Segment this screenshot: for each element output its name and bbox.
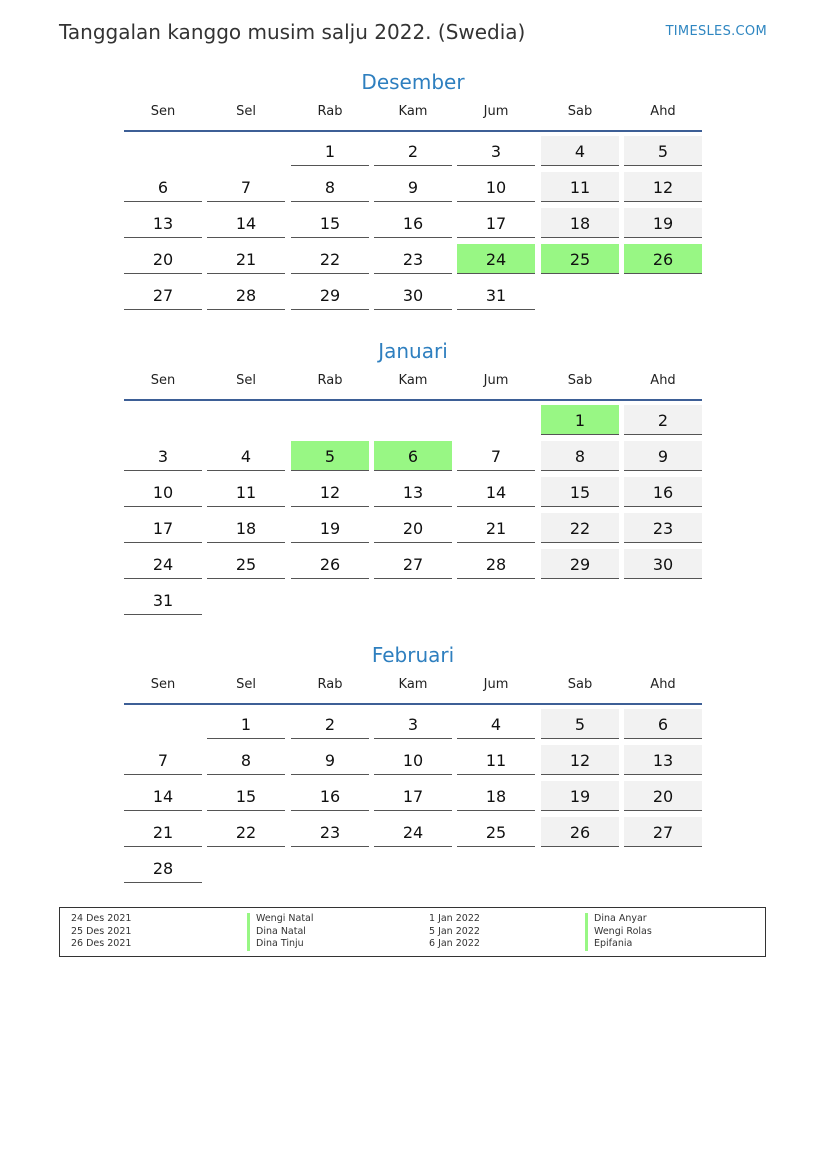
legend-dates-col-2 [429,913,480,951]
weekday-label: Ahd [650,104,676,119]
day-cell: 1 [207,709,285,739]
legend-names-col-2 [585,913,652,951]
day-cell: 22 [541,513,619,543]
day-cell: 14 [124,781,202,811]
day-cell: 2 [374,136,452,166]
weekday-label: Ahd [650,677,676,692]
weekday-label: Ahd [650,373,676,388]
legend-date: 5 Jan 2022 [429,925,480,937]
legend-date: 24 Des 2021 [71,913,132,924]
day-cell: 21 [457,513,535,543]
day-cell: 20 [124,244,202,274]
day-cell: 7 [207,172,285,202]
day-cell: 9 [374,172,452,202]
weekday-label: Rab [317,104,343,119]
legend-holiday-name: Dina Natal [247,926,314,939]
legend-dates-col-1 [71,913,131,951]
weekday-header [124,96,702,132]
legend-holiday-name: Wengi Natal [247,913,314,926]
day-cell: 28 [207,280,285,310]
month-title: Januari [378,339,448,363]
day-cell: 28 [457,549,535,579]
legend-holiday-name: Dina Tinju [247,938,314,951]
day-cell: 28 [124,853,202,883]
day-cell: 11 [207,477,285,507]
day-cell: 24 [124,549,202,579]
day-cell: 18 [457,781,535,811]
month-title: Desember [361,70,465,94]
day-cell: 26 [541,817,619,847]
day-cell: 4 [457,709,535,739]
weekday-label: Sel [236,104,256,119]
day-cell: 9 [624,441,702,471]
legend-date: 25 Des 2021 [71,925,132,937]
day-cell: 1 [541,405,619,435]
weekday-label: Sen [150,373,176,388]
legend-holiday-name: Epifania [585,938,652,951]
day-cell: 20 [624,781,702,811]
day-cell: 26 [624,244,702,274]
weekday-label: Jum [483,677,509,692]
weekday-label: Jum [483,373,509,388]
day-cell: 17 [457,208,535,238]
day-cell: 25 [207,549,285,579]
day-cell: 14 [457,477,535,507]
day-cell: 18 [541,208,619,238]
day-cell: 10 [124,477,202,507]
day-cell: 17 [374,781,452,811]
weekday-label: Sab [567,104,593,119]
day-cell: 3 [457,136,535,166]
day-cell: 8 [541,441,619,471]
day-cell: 3 [124,441,202,471]
day-cell: 29 [291,280,369,310]
day-cell: 22 [291,244,369,274]
day-cell: 31 [457,280,535,310]
day-cell: 17 [124,513,202,543]
day-cell: 22 [207,817,285,847]
day-cell: 6 [374,441,452,471]
legend-holiday-name: Wengi Rolas [585,926,652,939]
day-cell: 16 [374,208,452,238]
day-cell: 23 [374,244,452,274]
day-cell: 13 [124,208,202,238]
weekday-label: Sen [150,677,176,692]
day-cell: 21 [124,817,202,847]
day-cell: 18 [207,513,285,543]
day-cell: 23 [291,817,369,847]
day-cell: 16 [291,781,369,811]
day-cell: 5 [541,709,619,739]
day-cell: 13 [624,745,702,775]
month-januari [124,337,702,610]
legend-names-col-1 [247,913,314,951]
day-cell: 3 [374,709,452,739]
day-cell: 29 [541,549,619,579]
day-cell: 2 [291,709,369,739]
day-cell: 12 [291,477,369,507]
day-cell: 31 [124,585,202,615]
weekday-label: Sab [567,373,593,388]
day-cell: 7 [457,441,535,471]
day-cell: 26 [291,549,369,579]
day-cell: 24 [457,244,535,274]
legend-date: 26 Des 2021 [71,938,132,949]
day-cell: 20 [374,513,452,543]
day-cell: 30 [624,549,702,579]
weekday-label: Sel [236,677,256,692]
weekday-label: Rab [317,373,343,388]
day-cell: 27 [624,817,702,847]
day-cell: 21 [207,244,285,274]
day-cell: 4 [541,136,619,166]
legend-date: 6 Jan 2022 [429,938,480,949]
day-cell: 15 [291,208,369,238]
legend-holiday-name: Dina Anyar [585,913,652,926]
day-cell: 11 [541,172,619,202]
day-cell: 6 [124,172,202,202]
day-cell: 8 [207,745,285,775]
day-cell: 19 [541,781,619,811]
weekday-header [124,365,702,401]
day-cell: 25 [541,244,619,274]
day-cell: 1 [291,136,369,166]
day-cell: 12 [541,745,619,775]
day-cell: 16 [624,477,702,507]
day-cell: 4 [207,441,285,471]
weekday-label: Sab [567,677,593,692]
holiday-legend [59,907,766,957]
day-cell: 25 [457,817,535,847]
day-cell: 24 [374,817,452,847]
day-cell: 19 [624,208,702,238]
site-link[interactable]: TIMESLES.COM [665,24,767,39]
day-cell: 10 [457,172,535,202]
weekday-label: Sel [236,373,256,388]
day-cell: 7 [124,745,202,775]
day-cell: 13 [374,477,452,507]
day-cell: 23 [624,513,702,543]
day-cell: 30 [374,280,452,310]
weekday-label: Kam [398,104,428,119]
month-februari [124,641,702,878]
month-desember [124,68,702,305]
weekday-label: Sen [150,104,176,119]
weekday-label: Kam [398,373,428,388]
day-cell: 5 [624,136,702,166]
weekday-label: Rab [317,677,343,692]
day-cell: 9 [291,745,369,775]
day-cell: 11 [457,745,535,775]
day-cell: 6 [624,709,702,739]
weekday-label: Kam [398,677,428,692]
weekday-label: Jum [483,104,509,119]
day-cell: 8 [291,172,369,202]
day-cell: 5 [291,441,369,471]
day-cell: 15 [207,781,285,811]
day-cell: 2 [624,405,702,435]
day-cell: 19 [291,513,369,543]
weekday-header [124,669,702,705]
page-title: Tanggalan kanggo musim salju 2022. (Swedia) [59,20,526,44]
day-cell: 27 [374,549,452,579]
day-cell: 15 [541,477,619,507]
legend-date: 1 Jan 2022 [429,913,480,924]
day-cell: 10 [374,745,452,775]
day-cell: 12 [624,172,702,202]
month-title: Februari [371,643,455,667]
day-cell: 27 [124,280,202,310]
day-cell: 14 [207,208,285,238]
